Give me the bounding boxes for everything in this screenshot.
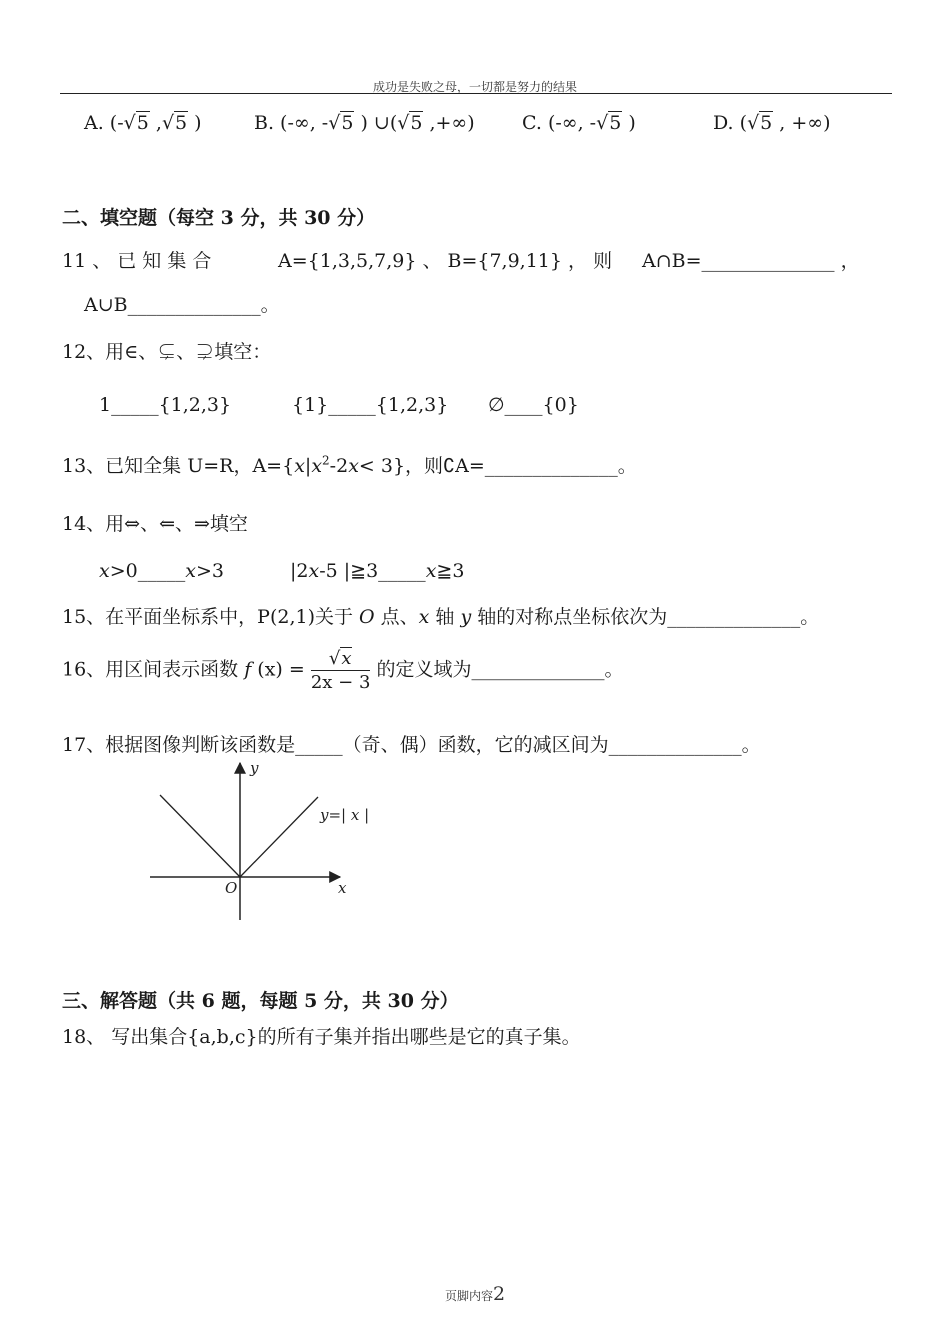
q18-text: 18、 写出集合{a,b,c}的所有子集并指出哪些是它的真子集。 [62, 1026, 581, 1048]
q12-blank-3: ∅____{0} [488, 394, 579, 416]
page-footer: 页脚内容2 [444, 1283, 506, 1305]
option-c: C. (-∞, -√5 ) [522, 112, 636, 134]
option-d: D. (√5 , +∞) [713, 112, 831, 134]
q13-text: 13、已知全集 U=R，$A=\{x|x^2-2x< 3\}$，则∁A=______________。 [62, 453, 637, 477]
origin-label: O [225, 879, 238, 897]
q12-stem: 12、用∈、⊊、⊋填空： [62, 341, 272, 363]
sqrt-sign: √5 [123, 112, 149, 134]
q16-text: 16、用区间表示函数 f (x) = $\frac{√x}{2x - 3}$ 的定义域为______________。 [62, 648, 624, 693]
q12-blank-2: {1}_____{1,2,3} [292, 394, 449, 416]
q11-union: A∪B______________。 [84, 294, 280, 316]
y-axis-label: y [250, 759, 259, 777]
header-rule [60, 93, 892, 94]
q11-sets: A={1,3,5,7,9} 、 B={7,9,11} ， 则 [278, 250, 613, 272]
q15-text: 15、在平面坐标系中，P(2,1)关于 O 点、x 轴 y 轴的对称点坐标依次为______________。 [62, 606, 820, 628]
graph-left-branch [160, 795, 240, 877]
q17-text: 17、根据图像判断该函数是_____（奇、偶）函数，它的减区间为______________。 [62, 734, 761, 756]
page-header: 成功是失败之母，一切都是努力的结果 [372, 80, 577, 94]
q14-blank-1: x>0_____x>3 [99, 560, 224, 582]
q14-stem: 14、用⇔、⇐、⇒填空 [62, 513, 248, 535]
q14-blank-2: |2x-5 |≧3_____x≧3 [290, 560, 465, 582]
q16-fraction: $\frac{√x}{2x - 3}$ [310, 648, 371, 693]
abs-function-graph [140, 755, 380, 925]
graph-right-branch [240, 797, 318, 877]
curve-label: y=| x | [320, 806, 370, 824]
x-axis-label: x [338, 879, 347, 897]
page-number: 2 [492, 1283, 506, 1305]
option-a: A. (-√5 ,√5 ) [84, 112, 202, 134]
q12-blank-1: 1_____{1,2,3} [99, 394, 232, 416]
q11-lead: 11 、 已 知 集 合 [62, 250, 212, 272]
q11-intersection: A∩B=______________ ， [642, 250, 860, 272]
section-3-title: 三、解答题（共 6 题，每题 5 分，共 30 分） [62, 990, 459, 1012]
section-2-title: 二、填空题（每空 3 分，共 30 分） [62, 207, 376, 229]
option-b: B. (-∞, -√5 ) ∪(√5 ,+∞) [254, 112, 475, 134]
